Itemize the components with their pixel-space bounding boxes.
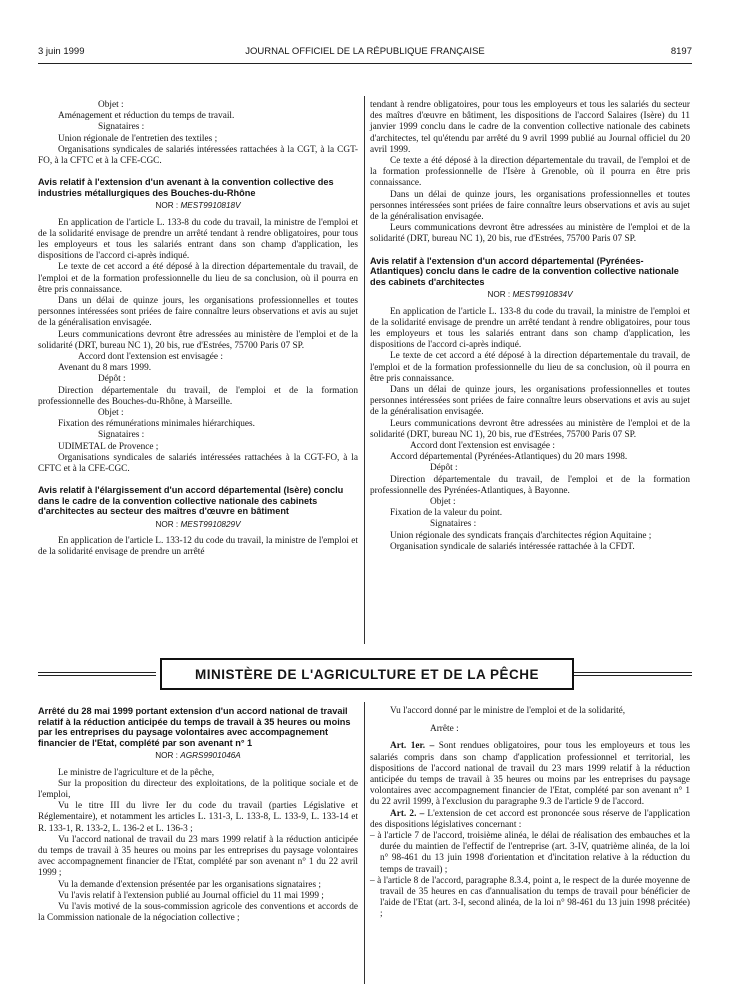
depot-label: Dépôt : (98, 374, 126, 385)
depot-label: Dépôt : (430, 463, 458, 474)
paragraph: Vu l'accord donné par le ministre de l'emploi et de la solidarité, (390, 706, 626, 716)
paragraph: Le texte de cet accord a été déposé à la direction départementale du travail, de l'emploi et de la formation professionnelle du lieu de sa conclusion, où il pourra en être pris connaissance. (38, 262, 358, 295)
objet-text: Fixation des rémunérations minimales hiérarchiques. (58, 419, 255, 430)
objet-label: Objet : (430, 497, 456, 508)
paragraph: Le ministre de l'agriculture et de la pêche, (58, 767, 215, 778)
accord-text: Accord départemental (Pyrénées-Atlantiques) du 20 mars 1998. (390, 452, 628, 463)
nor-reference (38, 519, 358, 530)
avis-title-bouches-du-rhone: Avis relatif à l'extension d'un avenant à la convention collective des industries métallurgiques des Bouches-du-Rhône (38, 177, 334, 198)
arrete-title: Arrêté du 28 mai 1999 portant extension d'un accord national de travail relatif à la réduction anticipée du temps de travail à 35 heures ou moins par les entreprises du paysage volontaires avec accompagnement financier de l'Etat, complété par son avenant n° 1 (38, 706, 351, 748)
nor-code: MEST9910829V (180, 520, 241, 530)
article-1 (370, 741, 690, 808)
signataire-2: Organisations syndicales de salariés intéressées rattachées à la CGT-FO, à la CFTC et à la CFE-CGC. (38, 452, 358, 475)
paragraph: Dans un délai de quinze jours, les organisations professionnelles et toutes personnes intéressées sont priées de faire connaître leurs observations et avis au sujet de la généralisation envisagée. (38, 296, 358, 329)
objet-text: Aménagement et réduction du temps de travail. (58, 111, 235, 122)
signataires-label: Signataires : (98, 122, 145, 133)
arrete-label: Arrête : (430, 724, 459, 735)
header-date: 3 juin 1999 (38, 46, 85, 57)
nor-reference (370, 289, 690, 300)
depot-text: Direction départementale du travail, de l'emploi et de la formation professionnelle des Pyrénées-Atlantiques, à Bayonne. (370, 474, 690, 496)
objet-label: Objet : (98, 408, 124, 419)
paragraph: En application de l'article L. 133-8 du code du travail, la ministre de l'emploi et de la solidarité envisage de prendre un arrêté tendant à rendre obligatoires, pour tous les employeurs et tous les salariés entrant dans son champ d'application, les dispositions de l'accord ci-après indiqué. (38, 217, 358, 262)
objet-text: Fixation de la valeur du point. (390, 508, 503, 519)
accord-label: Accord dont l'extension est envisagée : (410, 441, 555, 452)
column-left-bottom (38, 706, 358, 924)
paragraph: En application de l'article L. 133-12 du code du travail, la ministre de l'emploi et de la solidarité envisage de prendre un arrêté (38, 536, 358, 558)
nor-code: AGRS9901046A (180, 751, 241, 761)
article-2-label: Art. 2. – (390, 808, 425, 819)
article-1-label: Art. 1er. – (390, 741, 435, 752)
header-page-number: 8197 (670, 46, 692, 57)
depot-text: Direction départementale du travail, de l'emploi et de la formation professionnelle des Bouches-du-Rhône, à Marseille. (38, 385, 358, 407)
nor-prefix: NOR : (155, 520, 181, 530)
signataire-1: Union régionale de l'entretien des textiles ; (58, 133, 218, 144)
running-header (38, 46, 692, 60)
paragraph: Le texte de cet accord a été déposé à la direction départementale du travail, de l'emploi et de la formation professionnelle du lieu de sa conclusion, où il pourra en être pris connaissance. (370, 351, 690, 384)
accord-text: Avenant du 8 mars 1999. (58, 363, 152, 374)
paragraph: Leurs communications devront être adressées au ministère de l'emploi et de la solidarité (DRT, bureau NC 1), 20 bis, rue d'Estrées, 75700 Paris 07 SP. (38, 329, 358, 351)
signataire-2: Organisations syndicales de salariés intéressées rattachées à la CGT, à la CGT-FO, à la CFTC et à la CFE-CGC. (38, 144, 358, 167)
article-2 (370, 809, 690, 831)
article-1-text: Sont rendues obligatoires, pour tous les employeurs et tous les salariés compris dans son champ d'application professionnel et territorial, les dispositions de l'accord national de travail du 23 mars 1999 relatif à la réduction anticipée du temps de travail à 35 heures ou moins par les entreprises du paysage volontaires avec accompagnement financier de l'Etat, complété par son avenant n° 1 du 22 avril 1999, à l'exclusion du paragraphe 9.3 de l'article 9 de l'accord. (370, 741, 690, 808)
nor-prefix: NOR : (155, 751, 181, 761)
list-item: – à l'article 8 de l'accord, paragraphe 8.3.4, point a, le respect de la durée moyenne de travail de 35 heures en cas d'annualisation du temps de travail pour bénéficier de l'aide de l'Etat (art. 3-I, second alinéa, de la loi n° 98-461 du 13 juin 1998 précitée) ; (370, 875, 690, 920)
nor-reference (38, 750, 358, 761)
paragraph: Vu l'accord national de travail du 23 mars 1999 relatif à la réduction anticipée du temps de travail à 35 heures ou moins par les entreprises du paysage volontaires avec accompagnement financier de l'Etat, complété par son avenant n° 1 du 22 avril 1999 ; (38, 834, 358, 879)
signataire-1: Union régionale des syndicats français d'architectes région Aquitaine ; (390, 530, 652, 541)
paragraph: Vu la demande d'extension présentée par les organisations signataires ; (58, 879, 321, 890)
avis-title-isere: Avis relatif à l'élargissement d'un accord départemental (Isère) conclu dans le cadre de la convention collective nationale des cabinets d'architectes au secteur des maîtres d'œuvre en bâtiment (38, 485, 344, 517)
objet-label: Objet : (98, 100, 124, 110)
avis-title-pyrenees-atlantiques: Avis relatif à l'extension d'un accord départemental (Pyrénées-Atlantiques) conclu dans le cadre de la convention collective nationale des cabinets d'architectes (370, 255, 679, 287)
paragraph: Leurs communications devront être adressées au ministère de l'emploi et de la solidarité (DRT, bureau NC 1), 20 bis, rue d'Estrées, 75700 Paris 07 SP. (370, 418, 690, 440)
column-right-bottom (370, 706, 690, 921)
signataire-1: UDIMETAL de Provence ; (58, 441, 159, 452)
column-left-top (38, 100, 358, 559)
article-2-text: L'extension de cet accord est prononcée sous réserve de l'application des dispositions législatives concernant : (370, 808, 690, 830)
nor-prefix: NOR : (487, 290, 513, 300)
paragraph: Dans un délai de quinze jours, les organisations professionnelles et toutes personnes intéressées sont priées de faire connaître leurs observations et avis au sujet de la généralisation envisagée. (370, 189, 690, 223)
accord-label: Accord dont l'extension est envisagée : (78, 352, 223, 363)
signataires-label: Signataires : (430, 519, 477, 530)
list-item: – à l'article 7 de l'accord, troisième alinéa, le délai de réalisation des embauches et la durée du maintien de l'effectif de l'entreprise (art. 3-IV, quatrième alinéa, de la loi n° 98-461 du 13 juin 1998 d'orientation et d'incitation relative à la réduction du temps de travail) ; (370, 831, 690, 875)
column-divider-top (364, 96, 365, 644)
paragraph: Vu l'avis relatif à l'extension publié au Journal officiel du 11 mai 1999 ; (58, 890, 324, 901)
paragraph: Dans un délai de quinze jours, les organisations professionnelles et toutes personnes intéressées sont priées de faire connaître leurs observations et avis au sujet de la généralisation envisagée. (370, 385, 690, 418)
paragraph: Vu l'avis motivé de la sous-commission agricole des conventions et accords de la Commission nationale de la négociation collective ; (38, 902, 358, 924)
nor-prefix: NOR : (155, 201, 181, 211)
paragraph: Sur la proposition du directeur des exploitations, de la politique sociale et de l'emploi, (38, 778, 358, 800)
nor-code: MEST9910818V (180, 201, 241, 211)
paragraph: tendant à rendre obligatoires, pour tous les employeurs et tous les salariés du secteur des maîtres d'œuvre en bâtiment, les dispositions de l'accord Salaires (Isère) du 11 janvier 1999 conclu dans le cadre de la convention collective nationale des cabinets d'architectes, tel qu'étendu par arrêté du 9 avril 1999 publié au Journal officiel du 20 avril 1999. (370, 100, 690, 155)
header-rule (38, 63, 692, 64)
column-divider-bottom (364, 702, 365, 984)
ministry-banner: MINISTÈRE DE L'AGRICULTURE ET DE LA PÊCHE (160, 658, 574, 690)
paragraph: Leurs communications devront être adressées au ministère de l'emploi et de la solidarité (DRT, bureau NC 1), 20 bis, rue d'Estrées, 75700 Paris 07 SP. (370, 223, 690, 245)
header-title: JOURNAL OFFICIEL DE LA RÉPUBLIQUE FRANÇAISE (245, 46, 485, 57)
nor-reference (38, 200, 358, 211)
nor-code: MEST9910834V (512, 290, 573, 300)
signataires-label: Signataires : (98, 430, 145, 441)
signataire-2: Organisation syndicale de salariés intéressée rattachée à la CFDT. (390, 541, 635, 552)
paragraph: Vu le titre III du livre Ier du code du travail (parties Législative et Réglementaire), et notamment les articles L. 131-3, L. 133-8, L. 133-9, L. 133-14 et R. 133-1, R. 133-2, L. 136-2 et L. 136-3 ; (38, 801, 358, 834)
paragraph: En application de l'article L. 133-8 du code du travail, la ministre de l'emploi et de la solidarité envisage de prendre un arrêté tendant à rendre obligatoires, pour tous les employeurs et tous les salariés entrant dans son champ d'application, les dispositions de l'accord ci-après indiqué. (370, 306, 690, 351)
column-right-top (370, 100, 690, 553)
paragraph: Ce texte a été déposé à la direction départementale du travail, de l'emploi et de la formation professionnelle de l'Isère à Grenoble, où il pourra en être pris connaissance. (370, 156, 690, 189)
